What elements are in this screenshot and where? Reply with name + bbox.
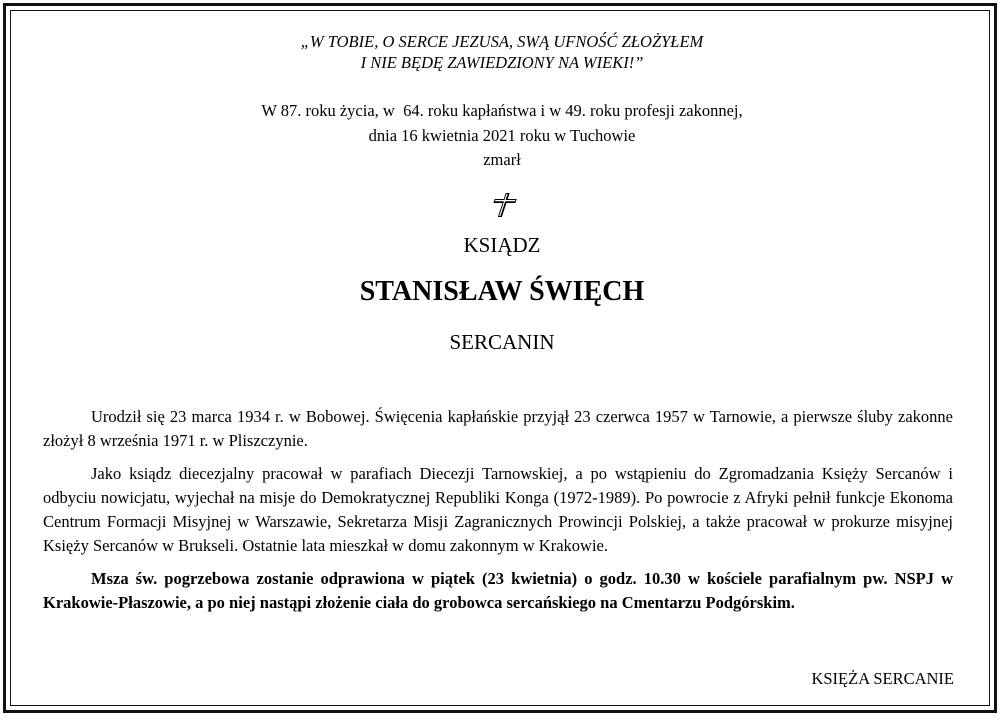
clergy-title: KSIĄDZ [463,233,541,257]
motto [0,31,1004,73]
motto-line-1: „W TOBIE, O SERCE JEZUSA, SWĄ UFNOŚĆ ZŁOŻYŁEM [300,32,704,51]
intro-line-1: W 87. roku życia, w 64. roku kapłaństwa i w 49. roku profesji zakonnej, [261,101,743,120]
obituary-body [43,405,953,623]
latin-cross-icon [488,192,518,218]
intro-line-3: zmarł [483,150,521,169]
paragraph-career: Jako ksiądz diecezjalny pracował w parafiach Diecezji Tarnowskiej, a po wstąpieniu do Zgromadzania Księży Sercanów i odbyciu nowicjatu, wyjechał na misje do Demokratycznej Republiki Konga (1972-1989). Po powrocie z Afryki pełnił funkcje Ekonoma Centrum Formacji Misyjnej w Warszawie, Sekretarza Misji Zagranicznych Prowincji Polskiej, a także pracował w prokurze misyjnej Księży Sercanów w Brukseli. Ostatnie lata mieszkał w domu zakonnym w Krakowie. [43,463,953,556]
paragraph-birth: Urodził się 23 marca 1934 r. w Bobowej. Święcenia kapłańskie przyjął 23 czerwca 1957 w Tarnowie, a pierwsze śluby zakonne złożył 8 września 1971 r. w Pliszczynie. [43,407,953,451]
motto-line-2: I NIE BĘDĘ ZAWIEDZIONY NA WIEKI!” [360,53,644,72]
signature: KSIĘŻA SERCANIE [811,669,954,688]
deceased-name: STANISŁAW ŚWIĘCH [359,276,645,307]
paragraph-funeral: Msza św. pogrzebowa zostanie odprawiona w piątek (23 kwietnia) o godz. 10.30 w kościele parafialnym pw. NSPJ w Krakowie-Płaszowie, a po niej nastąpi złożenie ciała do grobowca sercańskiego na Cmentarzu Podgórskim. [43,568,953,613]
religious-order: SERCANIN [449,330,555,354]
intro-text [0,99,1004,173]
intro-line-2: dnia 16 kwietnia 2021 roku w Tuchowie [368,125,636,145]
